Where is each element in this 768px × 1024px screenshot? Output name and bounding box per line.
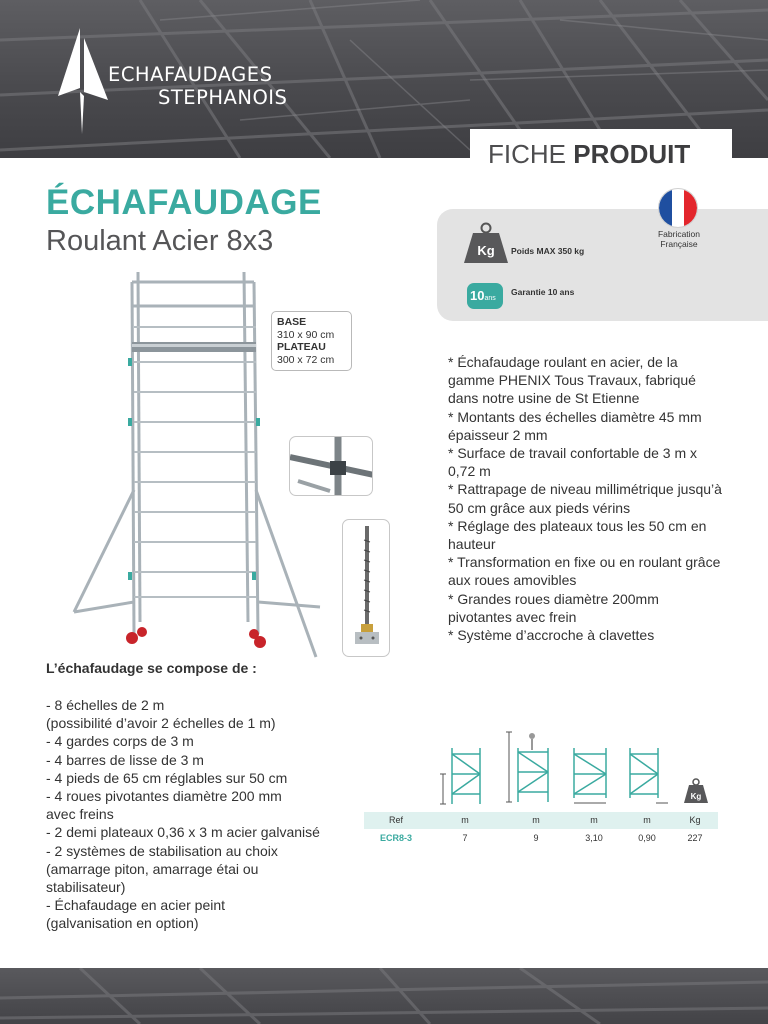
spec-header-ref: Ref xyxy=(388,815,403,825)
composition-item: - Échafaudage en acier peint xyxy=(46,897,226,914)
feature-line: * Rattrapage de niveau millimétrique jusqu’à xyxy=(448,481,722,498)
composition-item: (possibilité d’avoir 2 échelles de 1 m) xyxy=(46,715,276,732)
composition-item: stabilisateur) xyxy=(46,879,126,896)
spec-value-cell: 7 xyxy=(462,833,468,843)
spec-ref-value: ECR8-3 xyxy=(379,833,412,843)
feature-line: gamme PHENIX Tous Travaux, fabriqué xyxy=(448,372,696,389)
brand-line-1: ECHAFAUDAGES xyxy=(108,63,273,86)
french-flag-icon xyxy=(657,187,699,229)
feature-line: 0,72 m xyxy=(448,463,491,480)
weight-kg-icon xyxy=(463,222,509,264)
spec-header-cell: m xyxy=(532,815,540,825)
warranty-label: Garantie 10 ans xyxy=(511,287,575,297)
feature-line: hauteur xyxy=(448,536,496,553)
width-diagram-icon xyxy=(626,744,670,806)
spec-kg-icon-text: Kg xyxy=(690,792,702,801)
length-diagram-icon xyxy=(570,744,614,806)
spec-header-cell: m xyxy=(461,815,469,825)
spec-header-cell: Kg xyxy=(689,815,701,825)
composition-item: - 8 échelles de 2 m xyxy=(46,697,165,713)
spec-value-cell: 227 xyxy=(687,833,703,843)
base-label: BASE xyxy=(277,316,307,328)
feature-line: * Transformation en fixe ou en roulant grâce xyxy=(448,554,721,571)
brand-line-2: STEPHANOIS xyxy=(158,86,288,109)
spec-value-cell: 3,10 xyxy=(585,833,603,843)
product-subtitle: Roulant Acier 8x3 xyxy=(46,225,274,257)
working-height-diagram-icon xyxy=(506,728,556,806)
plateau-value: 300 x 72 cm xyxy=(277,353,335,366)
dimensions-box xyxy=(271,311,352,371)
plateau-label: PLATEAU xyxy=(277,341,326,353)
composition-list xyxy=(46,696,366,933)
feature-line: * Système d’accroche à clavettes xyxy=(448,627,655,644)
spec-value-cell: 9 xyxy=(533,833,539,843)
composition-item: avec freins xyxy=(46,806,114,823)
produit-label: PRODUIT xyxy=(573,139,691,169)
feature-line: * Surface de travail confortable de 3 m x xyxy=(448,445,698,462)
brand-name xyxy=(108,63,287,109)
spec-value-cell: 0,90 xyxy=(638,833,656,843)
fiche-produit-banner xyxy=(470,129,732,177)
spec-header-cell: m xyxy=(590,815,598,825)
feature-line: 50 cm grâce aux pieds vérins xyxy=(448,499,631,516)
total-height-diagram-icon xyxy=(440,744,490,806)
weight-kg-small-icon xyxy=(683,778,709,804)
feature-list xyxy=(448,353,758,644)
fabrication-francaise-label xyxy=(640,230,718,249)
feature-line: * Montants des échelles diamètre 45 mm xyxy=(448,408,702,425)
base-value: 310 x 90 cm xyxy=(277,328,335,341)
max-weight-label: Poids MAX 350 kg xyxy=(511,246,585,256)
feature-line: * Grandes roues diamètre 200mm xyxy=(448,590,659,607)
composition-item: - 2 systèmes de stabilisation au choix xyxy=(46,842,278,859)
warranty-unit: ans xyxy=(484,295,496,302)
feature-line: aux roues amovibles xyxy=(448,572,577,589)
composition-item: (galvanisation en option) xyxy=(46,915,199,932)
feature-line: épaisseur 2 mm xyxy=(448,426,548,443)
composition-item: - 4 barres de lisse de 3 m xyxy=(46,751,204,768)
warranty-badge-icon xyxy=(467,283,503,309)
composition-item: - 2 demi plateaux 0,36 x 3 m acier galvanisé xyxy=(46,824,320,841)
composition-item: - 4 roues pivotantes diamètre 200 mm xyxy=(46,788,282,805)
feature-line: dans notre usine de St Etienne xyxy=(448,390,640,407)
composition-item: - 4 pieds de 65 cm réglables sur 50 cm xyxy=(46,769,288,786)
fiche-label: FICHE xyxy=(488,139,566,169)
composition-item: (amarrage piton, amarrage étai ou xyxy=(46,860,259,877)
feature-line: * Réglage des plateaux tous les 50 cm en xyxy=(448,517,707,534)
clamp-detail-image xyxy=(289,436,373,496)
warranty-number: 10 xyxy=(470,288,485,303)
spec-header-cell: m xyxy=(643,815,651,825)
feature-line: pivotantes avec frein xyxy=(448,608,577,625)
footer-band xyxy=(0,968,768,1024)
product-title: ÉCHAFAUDAGE xyxy=(46,183,322,222)
composition-item: - 4 gardes corps de 3 m xyxy=(46,733,194,750)
fabrication-line-1: Fabrication xyxy=(657,229,701,239)
composition-title: L’échafaudage se compose de : xyxy=(46,660,257,676)
fabrication-line-2: Française xyxy=(660,238,698,249)
adjustable-foot-detail-image xyxy=(342,519,390,657)
footer-photo-background xyxy=(0,968,768,1024)
feature-line: * Échafaudage roulant en acier, de la xyxy=(448,354,678,370)
weight-icon-text: Kg xyxy=(477,243,495,258)
